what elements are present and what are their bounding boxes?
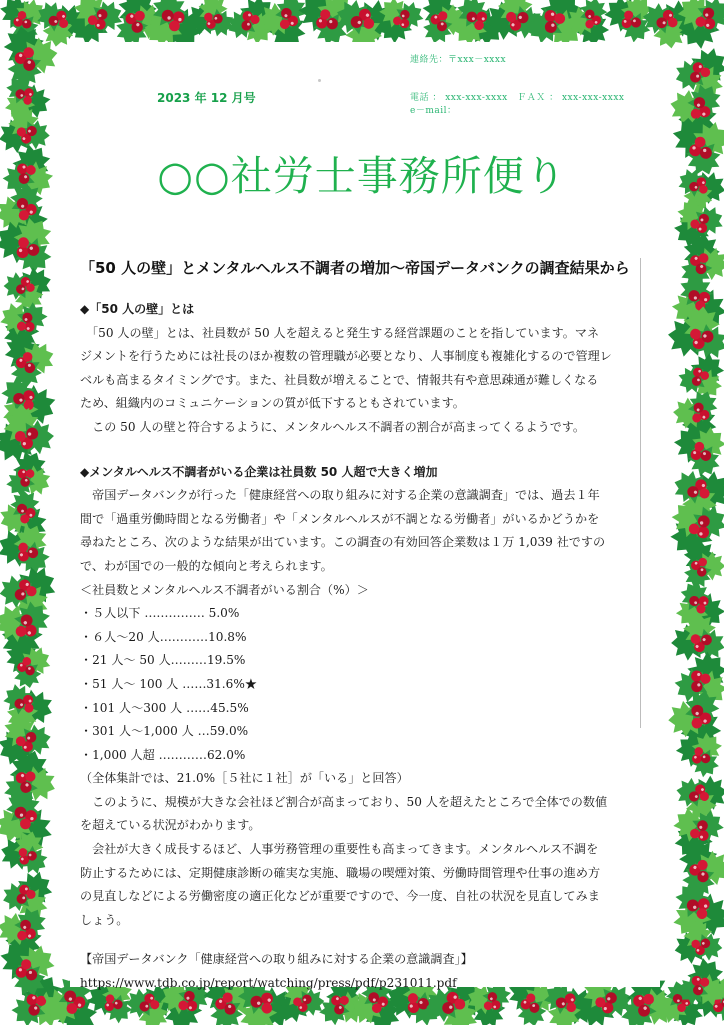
closing-line: 防止するためには、定期健康診断の確実な実施、職場の喫煙対策、労働時間管理や仕事の進め方	[80, 865, 601, 880]
ratio-list-title: ＜社員数とメンタルヘルス不調者がいる割合（%）＞	[80, 582, 369, 597]
ratio-list-item: ・５人以下 …………… 5.0%	[80, 606, 240, 621]
section2-line: 尋ねたところ、次のような結果が出ています。この調査の有効回答企業数は１万 1,039 社ですの	[80, 535, 606, 550]
section2-line: で、わが国での一般的な傾向と考えられます。	[80, 558, 333, 573]
section1-line: ため、組織内のコミュニケーションの質が低下するともされています。	[80, 396, 465, 411]
vertical-divider	[640, 258, 641, 728]
ratio-list-item: ・101 人～300 人 ……45.5%	[80, 700, 249, 715]
section1-line: 「50 人の壁」とは、社員数が 50 人を超えると発生する経営課題のことを指しています。マネ	[80, 325, 600, 340]
total-note: （全体集計では、21.0%［５社に１社］が「いる」と回答）	[80, 771, 409, 786]
ratio-list-item: ・51 人～ 100 人 ……31.6%★	[80, 676, 257, 691]
source-label: 【帝国データバンク「健康経営への取り組みに対する企業の意識調査」】	[80, 952, 473, 967]
closing-line: 会社が大きく成長するほど、人事労務管理の重要性も高まってきます。メンタルヘルス不調を	[80, 842, 599, 857]
decorative-dot	[318, 79, 321, 82]
section1-heading: ◆「50 人の壁」とは	[80, 302, 195, 316]
ratio-list-item: ・６人～20 人…………10.8%	[80, 629, 247, 644]
section1-line: ベルも高まるタイミングです。また、社員数が増えることで、情報共有や意思疎通が難しくなる	[80, 372, 599, 387]
contact-email: e－mail：	[410, 106, 457, 116]
closing-line: このように、規模が大きな会社ほど割合が高まっており、50 人を超えたところで全体での数値	[80, 794, 608, 809]
ratio-list-item: ・21 人～ 50 人………19.5%	[80, 653, 246, 668]
ratio-list-item: ・1,000 人超 …………62.0%	[80, 747, 246, 762]
source-url[interactable]: https://www.tdb.co.jp/report/watching/press/pdf/p231011.pdf	[80, 976, 457, 991]
newsletter-title: ○○社労士事務所便り	[157, 152, 567, 200]
article-body	[80, 298, 640, 996]
section2-line: 帝国データバンクが行った「健康経営への取り組みに対する企業の意識調査」では、過去１年	[80, 488, 600, 503]
section2-heading: ◆メンタルヘルス不調者がいる企業は社員数 50 人超で大きく増加	[80, 464, 438, 479]
section1-line: ジメントを行うためには社長のほか複数の管理職が必要となり、人事制度も複雑化するので管理レ	[80, 349, 612, 364]
section2-line: 間で「過重労働時間となる労働者」や「メンタルヘルスが不調となる労働者」がいるかどうかを	[80, 511, 600, 526]
closing-line: の見直しなどによる労働密度の適正化などが重要ですので、今一度、自社の状況を見直してみま	[80, 889, 600, 904]
contact-address: 連絡先：〒xxx－xxxx	[410, 55, 507, 65]
closing-line: しょう。	[80, 912, 129, 927]
issue-date: 2023 年 12 月号	[157, 91, 256, 105]
section1-line: この 50 人の壁と符合するように、メンタルヘルス不調者の割合が高まってくるようです。	[80, 419, 586, 434]
contact-phone-fax: 電話 ： xxx-xxx-xxxx ＦＡＸ ： xxx-xxx-xxxx	[410, 93, 625, 103]
ratio-list-item: ・301 人～1,000 人 …59.0%	[80, 724, 249, 739]
closing-line: を超えている状況がわかります。	[80, 818, 261, 833]
article-headline: 「50 人の壁」とメンタルヘルス不調者の増加～帝国データバンクの調査結果から	[80, 259, 630, 277]
